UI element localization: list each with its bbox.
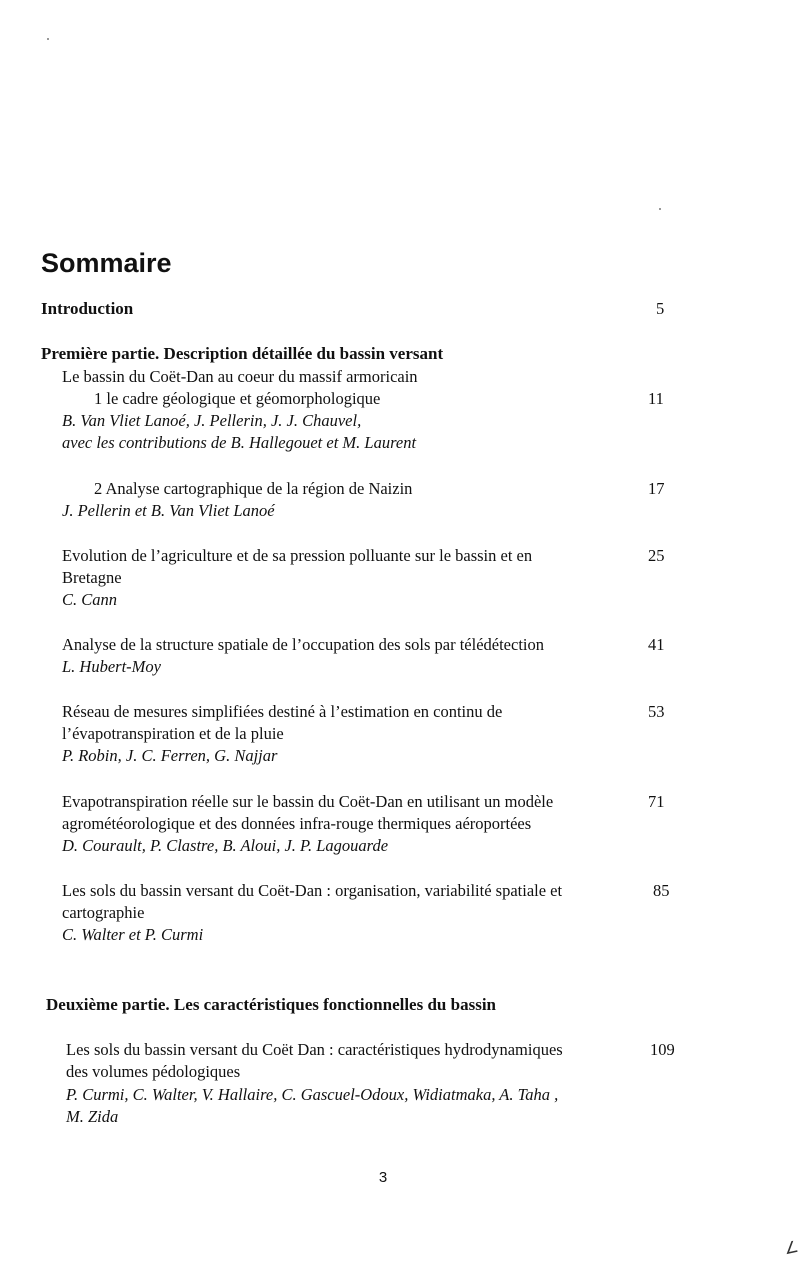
toc-entry-authors: J. Pellerin et B. Van Vliet Lanoé xyxy=(62,501,275,520)
toc-entry-authors: M. Zida xyxy=(66,1107,119,1126)
corner-mark-icon: ∠ xyxy=(782,1236,800,1259)
toc-entry-subtitle: 2 Analyse cartographique de la région de Naizin xyxy=(94,479,413,498)
toc-entry-authors: D. Courault, P. Clastre, B. Aloui, J. P. Lagouarde xyxy=(62,836,389,855)
toc-entry-title: Evapotranspiration réelle sur le bassin du Coët-Dan en utilisant un modèle xyxy=(62,792,554,811)
page-title: Sommaire xyxy=(41,248,172,278)
toc-entry-title: Evolution de l’agriculture et de sa pression polluante sur le bassin et en xyxy=(62,546,533,565)
toc-entry-authors: B. Van Vliet Lanoé, J. Pellerin, J. J. Chauvel, xyxy=(62,411,362,430)
toc-entry-page-number: 71 xyxy=(648,792,665,811)
part2-heading: Deuxième partie. Les caractéristiques fonctionnelles du bassin xyxy=(46,995,496,1014)
toc-entry-title: l’évapotranspiration et de la pluie xyxy=(62,724,284,743)
part1-heading: Première partie. Description détaillée du bassin versant xyxy=(41,344,444,363)
toc-entry-title: cartographie xyxy=(62,903,145,922)
toc-entry-page-number: 41 xyxy=(648,635,665,654)
toc-entry-authors: L. Hubert-Moy xyxy=(62,657,161,676)
toc-entry-authors: C. Walter et P. Curmi xyxy=(62,925,204,944)
toc-entry-title: Bretagne xyxy=(62,568,122,587)
toc-entry-title: des volumes pédologiques xyxy=(66,1062,241,1081)
toc-entry-page-number: 85 xyxy=(653,881,670,900)
toc-entry-page-number: 17 xyxy=(648,479,665,498)
page-number: 3 xyxy=(378,1169,388,1186)
toc-entry-title: agrométéorologique et des données infra-rouge thermiques aéroportées xyxy=(62,814,532,833)
toc-entry-authors: C. Cann xyxy=(62,590,118,609)
toc-entry-page-number: 11 xyxy=(648,389,664,408)
introduction-heading: Introduction xyxy=(41,299,134,318)
toc-entry-authors: P. Curmi, C. Walter, V. Hallaire, C. Gascuel-Odoux, Widiatmaka, A. Taha , xyxy=(66,1085,559,1104)
toc-entry-page-number: 109 xyxy=(650,1040,675,1059)
toc-entry-title: Les sols du bassin versant du Coët Dan : caractéristiques hydrodynamiques xyxy=(66,1040,563,1059)
toc-entry-page-number: 25 xyxy=(648,546,665,565)
introduction-page-number: 5 xyxy=(656,299,665,318)
toc-entry-title: Les sols du bassin versant du Coët-Dan : organisation, variabilité spatiale et xyxy=(62,881,563,900)
toc-entry-authors: avec les contributions de B. Hallegouet et M. Laurent xyxy=(62,433,417,452)
toc-entry-title: Le bassin du Coët-Dan au coeur du massif armoricain xyxy=(62,367,418,386)
toc-entry-page-number: 53 xyxy=(648,702,665,721)
toc-entry-title: Réseau de mesures simplifiées destiné à l’estimation en continu de xyxy=(62,702,503,721)
scan-speck xyxy=(47,38,49,40)
toc-entry-authors: P. Robin, J. C. Ferren, G. Najjar xyxy=(62,746,278,765)
scan-speck xyxy=(659,208,661,210)
toc-entry-subtitle: 1 le cadre géologique et géomorphologique xyxy=(94,389,381,408)
toc-entry-title: Analyse de la structure spatiale de l’occupation des sols par télédétection xyxy=(62,635,544,654)
